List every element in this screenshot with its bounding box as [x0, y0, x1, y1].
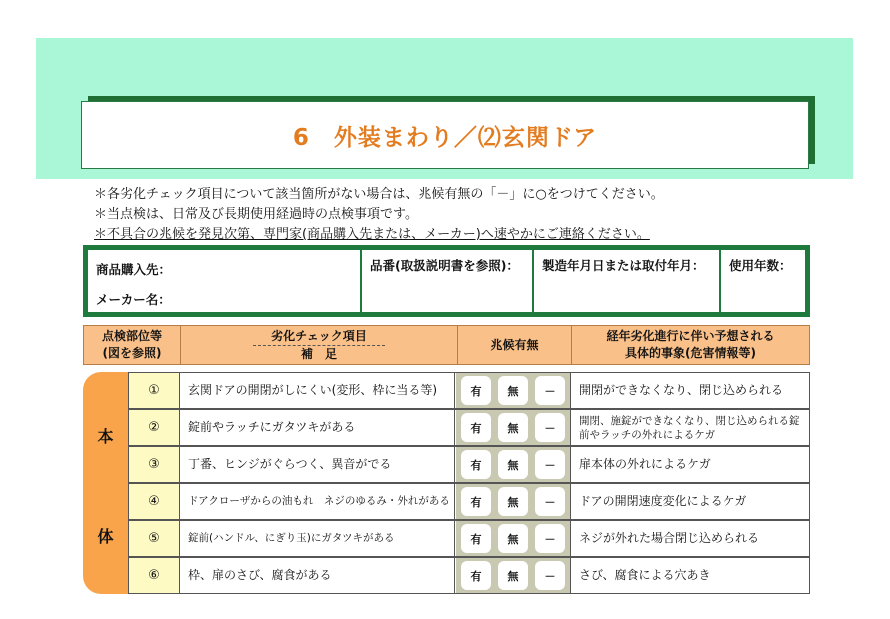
- store-maker-cell[interactable]: [88, 250, 360, 312]
- yes-button[interactable]: 有: [461, 487, 491, 516]
- na-button[interactable]: －: [535, 376, 565, 405]
- page-title: 6 外装まわり／⑵玄関ドア: [292, 124, 598, 151]
- yes-button[interactable]: 有: [461, 561, 491, 590]
- note-3: ＊不具合の兆候を発見次第、専門家(商品購入先または、メーカー)へ速やかにご連絡ください。: [94, 227, 650, 242]
- na-button[interactable]: －: [535, 561, 565, 590]
- row-item: 枠、扉のさび、腐食がある: [180, 558, 455, 593]
- no-button[interactable]: 無: [498, 450, 528, 479]
- notes: [94, 185, 664, 245]
- na-button[interactable]: －: [535, 450, 565, 479]
- years-cell[interactable]: [719, 250, 805, 312]
- row-event: さび、腐食による穴あき: [579, 568, 711, 582]
- table-row: [128, 557, 810, 594]
- header-event: [571, 326, 809, 364]
- table-row: [128, 446, 810, 483]
- note-1: ＊各劣化チェック項目について該当箇所がない場合は、兆候有無の「－」に○をつけてください。: [94, 187, 664, 202]
- store-label: 商品購入先：: [96, 262, 172, 277]
- header-event-line1: 経年劣化進行に伴い予想される: [606, 329, 775, 343]
- row-item: 玄関ドアの開閉がしにくい(変形、枠に当る等): [180, 373, 455, 408]
- header-check-line2: 補 足: [300, 346, 337, 361]
- header-check: [180, 326, 457, 364]
- sign-buttons: [456, 521, 571, 556]
- na-button[interactable]: －: [535, 487, 565, 516]
- product-info-box: [83, 245, 810, 317]
- no-button[interactable]: 無: [498, 413, 528, 442]
- sign-buttons: [456, 447, 571, 482]
- table-row: [128, 483, 810, 520]
- model-cell[interactable]: [360, 250, 532, 312]
- header-sign-label: 兆候有無: [490, 337, 539, 352]
- model-label: 品番(取扱説明書を参照)：: [370, 258, 519, 273]
- sign-buttons: [456, 410, 571, 445]
- row-item: 錠前(ハンドル、にぎり玉)にガタツキがある: [180, 521, 455, 556]
- yes-button[interactable]: 有: [461, 450, 491, 479]
- row-event: ドアの開閉速度変化によるケガ: [579, 494, 747, 508]
- header-sign: [457, 326, 571, 364]
- sign-buttons: [456, 484, 571, 519]
- row-number: ②: [129, 410, 180, 445]
- side-label-top: 本: [97, 427, 114, 446]
- no-button[interactable]: 無: [498, 376, 528, 405]
- side-label-body: [83, 372, 128, 594]
- sign-buttons: [456, 373, 571, 408]
- table-row: [128, 372, 810, 409]
- yes-button[interactable]: 有: [461, 376, 491, 405]
- row-number: ⑤: [129, 521, 180, 556]
- side-label-bottom: 体: [97, 527, 114, 546]
- no-button[interactable]: 無: [498, 487, 528, 516]
- maker-label: メーカー名：: [96, 292, 171, 307]
- header-event-line2: 具体的事象(危害情報等): [625, 346, 756, 360]
- header-part: [84, 326, 180, 364]
- header-check-line1: 劣化チェック項目: [253, 328, 385, 346]
- row-number: ③: [129, 447, 180, 482]
- row-number: ①: [129, 373, 180, 408]
- row-item: ドアクローザからの油もれ ネジのゆるみ・外れがある: [180, 484, 455, 519]
- no-button[interactable]: 無: [498, 561, 528, 590]
- na-button[interactable]: －: [535, 524, 565, 553]
- header-part-line2: (図を参照): [102, 346, 162, 360]
- title-box: [81, 101, 809, 169]
- table-row: [128, 520, 810, 557]
- row-event: 開閉ができなくなり、閉じ込められる: [579, 383, 784, 397]
- row-item: 錠前やラッチにガタツキがある: [180, 410, 455, 445]
- row-number: ⑥: [129, 558, 180, 593]
- table-header: [83, 325, 810, 365]
- yes-button[interactable]: 有: [461, 524, 491, 553]
- row-event: 扉本体の外れによるケガ: [579, 457, 711, 471]
- row-event: ネジが外れた場合閉じ込められる: [579, 531, 760, 545]
- yes-button[interactable]: 有: [461, 413, 491, 442]
- sign-buttons: [456, 558, 571, 593]
- note-2: ＊当点検は、日常及び長期使用経過時の点検事項です。: [94, 207, 418, 222]
- years-label: 使用年数：: [729, 258, 792, 273]
- na-button[interactable]: －: [535, 413, 565, 442]
- row-item: 丁番、ヒンジがぐらつく、異音がでる: [180, 447, 455, 482]
- row-number: ④: [129, 484, 180, 519]
- header-part-line1: 点検部位等: [101, 329, 162, 343]
- row-event: 開閉、施錠ができなくなり、閉じ込められる錠前やラッチの外れによるケガ: [579, 414, 800, 441]
- no-button[interactable]: 無: [498, 524, 528, 553]
- check-table: [83, 372, 810, 594]
- table-row: [128, 409, 810, 446]
- date-label: 製造年月日または取付年月：: [542, 258, 705, 273]
- date-cell[interactable]: [532, 250, 719, 312]
